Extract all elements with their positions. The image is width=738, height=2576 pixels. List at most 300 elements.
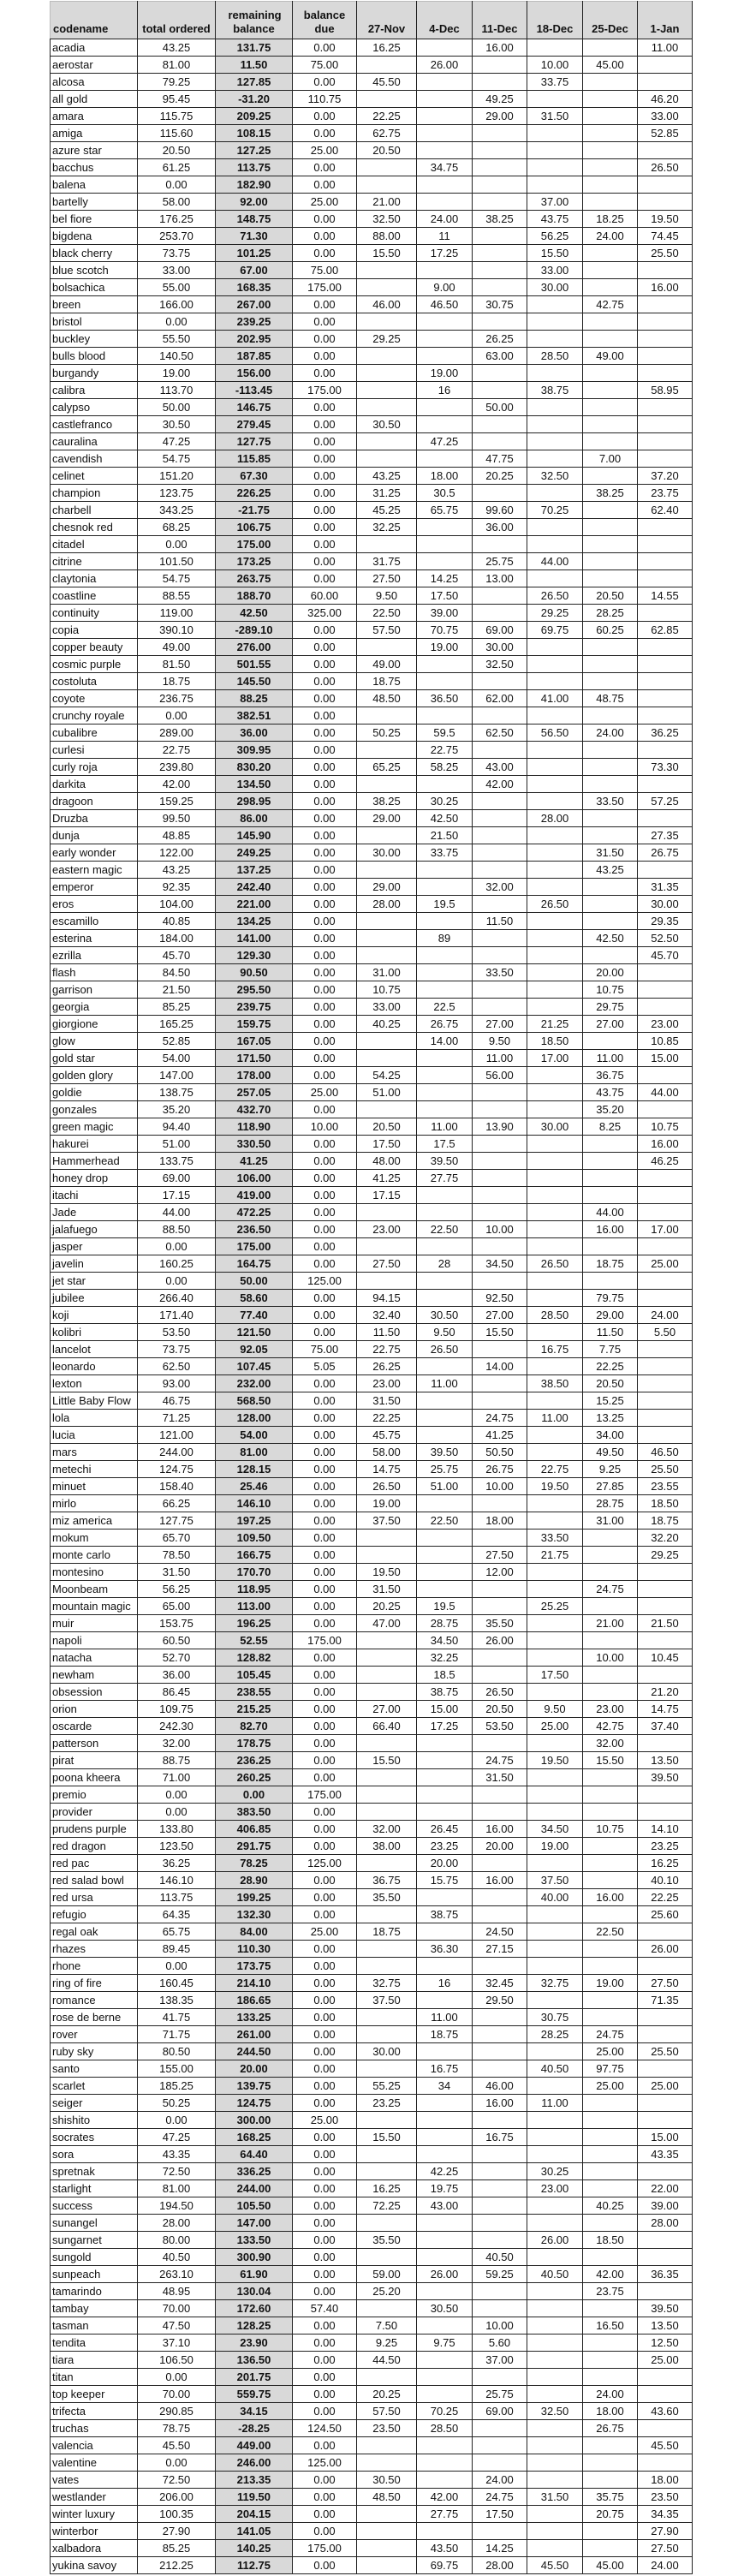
cell-total-ordered[interactable]: 45.70: [138, 947, 216, 964]
cell-27-nov[interactable]: 21.00: [357, 194, 417, 211]
cell-18-dec[interactable]: [527, 331, 583, 348]
cell-balance-due[interactable]: 110.75: [293, 91, 357, 108]
cell-1-jan[interactable]: 11.00: [638, 39, 693, 57]
cell-1-jan[interactable]: 46.25: [638, 1153, 693, 1170]
cell-27-nov[interactable]: 22.25: [357, 108, 417, 125]
cell-1-jan[interactable]: [638, 348, 693, 365]
cell-total-ordered[interactable]: 113.70: [138, 382, 216, 399]
cell-codename[interactable]: santo: [51, 2060, 138, 2078]
cell-balance-due[interactable]: 0.00: [293, 2009, 357, 2026]
cell-codename[interactable]: red dragon: [51, 1838, 138, 1855]
cell-balance-due[interactable]: 75.00: [293, 1341, 357, 1358]
cell-11-dec[interactable]: 42.00: [473, 776, 527, 793]
cell-11-dec[interactable]: 26.00: [473, 1632, 527, 1649]
cell-11-dec[interactable]: [473, 930, 527, 947]
cell-27-nov[interactable]: 59.00: [357, 2266, 417, 2283]
cell-4-dec[interactable]: [417, 1427, 473, 1444]
cell-27-nov[interactable]: 22.75: [357, 1341, 417, 1358]
cell-codename[interactable]: green magic: [51, 1118, 138, 1136]
cell-11-dec[interactable]: [473, 673, 527, 690]
cell-25-dec[interactable]: 18.75: [583, 1255, 638, 1273]
cell-4-dec[interactable]: 34.75: [417, 159, 473, 176]
cell-total-ordered[interactable]: 56.25: [138, 1581, 216, 1598]
cell-25-dec[interactable]: [583, 1855, 638, 1872]
cell-25-dec[interactable]: 18.50: [583, 2232, 638, 2249]
cell-25-dec[interactable]: 35.75: [583, 2489, 638, 2506]
cell-balance-due[interactable]: 0.00: [293, 1906, 357, 1923]
cell-25-dec[interactable]: [583, 570, 638, 587]
cell-25-dec[interactable]: 20.00: [583, 964, 638, 981]
header-18-dec[interactable]: 18-Dec: [527, 2, 583, 39]
cell-balance-due[interactable]: 0.00: [293, 2523, 357, 2540]
cell-total-ordered[interactable]: 155.00: [138, 2060, 216, 2078]
cell-remaining-balance[interactable]: 134.25: [216, 913, 293, 930]
cell-18-dec[interactable]: 18.50: [527, 1033, 583, 1050]
cell-4-dec[interactable]: 59.5: [417, 724, 473, 742]
header-codename[interactable]: codename: [51, 2, 138, 39]
cell-4-dec[interactable]: [417, 91, 473, 108]
cell-27-nov[interactable]: [357, 1855, 417, 1872]
cell-18-dec[interactable]: [527, 1358, 583, 1375]
cell-11-dec[interactable]: [473, 1392, 527, 1410]
cell-balance-due[interactable]: 25.00: [293, 1084, 357, 1101]
cell-codename[interactable]: yukina savoy: [51, 2557, 138, 2574]
cell-1-jan[interactable]: [638, 673, 693, 690]
cell-total-ordered[interactable]: 147.00: [138, 1067, 216, 1084]
cell-11-dec[interactable]: 35.50: [473, 1615, 527, 1632]
cell-25-dec[interactable]: [583, 1136, 638, 1153]
cell-codename[interactable]: truchas: [51, 2420, 138, 2437]
cell-27-nov[interactable]: 7.50: [357, 2317, 417, 2334]
cell-codename[interactable]: lola: [51, 1410, 138, 1427]
cell-balance-due[interactable]: 0.00: [293, 1495, 357, 1512]
cell-balance-due[interactable]: 0.00: [293, 1684, 357, 1701]
cell-codename[interactable]: dragoon: [51, 793, 138, 810]
cell-11-dec[interactable]: 69.00: [473, 622, 527, 639]
cell-balance-due[interactable]: 0.00: [293, 399, 357, 416]
cell-25-dec[interactable]: 49.50: [583, 1444, 638, 1461]
cell-27-nov[interactable]: 31.25: [357, 485, 417, 502]
cell-11-dec[interactable]: 16.00: [473, 1872, 527, 1889]
cell-27-nov[interactable]: 17.15: [357, 1187, 417, 1204]
cell-remaining-balance[interactable]: 178.00: [216, 1067, 293, 1084]
cell-11-dec[interactable]: [473, 1598, 527, 1615]
cell-18-dec[interactable]: [527, 1564, 583, 1581]
cell-remaining-balance[interactable]: 239.25: [216, 313, 293, 331]
cell-4-dec[interactable]: 23.25: [417, 1838, 473, 1855]
cell-1-jan[interactable]: 32.20: [638, 1530, 693, 1547]
cell-balance-due[interactable]: 0.00: [293, 365, 357, 382]
cell-11-dec[interactable]: 24.00: [473, 2472, 527, 2489]
cell-balance-due[interactable]: 0.00: [293, 862, 357, 879]
cell-27-nov[interactable]: 48.50: [357, 2489, 417, 2506]
cell-27-nov[interactable]: [357, 862, 417, 879]
cell-11-dec[interactable]: [473, 862, 527, 879]
cell-11-dec[interactable]: 14.00: [473, 1358, 527, 1375]
cell-1-jan[interactable]: [638, 810, 693, 827]
cell-1-jan[interactable]: [638, 142, 693, 159]
cell-total-ordered[interactable]: 79.25: [138, 74, 216, 91]
cell-remaining-balance[interactable]: 113.75: [216, 159, 293, 176]
cell-codename[interactable]: mountain magic: [51, 1598, 138, 1615]
cell-25-dec[interactable]: [583, 313, 638, 331]
cell-remaining-balance[interactable]: 196.25: [216, 1615, 293, 1632]
cell-18-dec[interactable]: 17.00: [527, 1050, 583, 1067]
cell-18-dec[interactable]: [527, 759, 583, 776]
cell-25-dec[interactable]: [583, 2112, 638, 2129]
cell-18-dec[interactable]: [527, 1941, 583, 1958]
cell-27-nov[interactable]: 19.00: [357, 1495, 417, 1512]
cell-remaining-balance[interactable]: 383.50: [216, 1804, 293, 1821]
cell-11-dec[interactable]: [473, 1153, 527, 1170]
cell-11-dec[interactable]: 30.75: [473, 296, 527, 313]
cell-total-ordered[interactable]: 206.00: [138, 2489, 216, 2506]
cell-codename[interactable]: Jade: [51, 1204, 138, 1221]
cell-4-dec[interactable]: [417, 348, 473, 365]
cell-remaining-balance[interactable]: 67.30: [216, 468, 293, 485]
cell-remaining-balance[interactable]: 226.25: [216, 485, 293, 502]
cell-1-jan[interactable]: 62.85: [638, 622, 693, 639]
cell-remaining-balance[interactable]: 173.25: [216, 553, 293, 570]
cell-remaining-balance[interactable]: 86.00: [216, 810, 293, 827]
cell-11-dec[interactable]: 47.75: [473, 450, 527, 468]
cell-18-dec[interactable]: 45.50: [527, 2557, 583, 2574]
cell-18-dec[interactable]: [527, 1170, 583, 1187]
cell-balance-due[interactable]: 75.00: [293, 262, 357, 279]
cell-4-dec[interactable]: [417, 2283, 473, 2300]
cell-balance-due[interactable]: 25.00: [293, 1923, 357, 1941]
cell-total-ordered[interactable]: 133.80: [138, 1821, 216, 1838]
cell-25-dec[interactable]: [583, 1033, 638, 1050]
cell-balance-due[interactable]: 0.00: [293, 2146, 357, 2163]
cell-18-dec[interactable]: [527, 999, 583, 1016]
cell-remaining-balance[interactable]: 257.05: [216, 1084, 293, 1101]
cell-25-dec[interactable]: [583, 2334, 638, 2352]
cell-balance-due[interactable]: 0.00: [293, 999, 357, 1016]
cell-total-ordered[interactable]: 18.75: [138, 673, 216, 690]
cell-4-dec[interactable]: [417, 656, 473, 673]
cell-4-dec[interactable]: [417, 1786, 473, 1804]
cell-11-dec[interactable]: [473, 1495, 527, 1512]
cell-1-jan[interactable]: 18.50: [638, 1495, 693, 1512]
cell-11-dec[interactable]: [473, 1136, 527, 1153]
cell-balance-due[interactable]: 0.00: [293, 947, 357, 964]
cell-total-ordered[interactable]: 0.00: [138, 1238, 216, 1255]
cell-balance-due[interactable]: 0.00: [293, 2163, 357, 2180]
cell-18-dec[interactable]: [527, 519, 583, 536]
cell-remaining-balance[interactable]: 221.00: [216, 896, 293, 913]
cell-18-dec[interactable]: [527, 2506, 583, 2523]
cell-codename[interactable]: muir: [51, 1615, 138, 1632]
cell-1-jan[interactable]: 10.85: [638, 1033, 693, 1050]
cell-25-dec[interactable]: 33.50: [583, 793, 638, 810]
cell-11-dec[interactable]: 27.15: [473, 1941, 527, 1958]
cell-1-jan[interactable]: [638, 2112, 693, 2129]
cell-27-nov[interactable]: 17.50: [357, 1136, 417, 1153]
cell-27-nov[interactable]: 20.25: [357, 2386, 417, 2403]
cell-1-jan[interactable]: [638, 262, 693, 279]
cell-total-ordered[interactable]: 73.75: [138, 245, 216, 262]
cell-1-jan[interactable]: 39.50: [638, 1769, 693, 1786]
cell-11-dec[interactable]: [473, 228, 527, 245]
cell-total-ordered[interactable]: 138.35: [138, 1992, 216, 2009]
cell-total-ordered[interactable]: 266.40: [138, 1290, 216, 1307]
cell-25-dec[interactable]: 42.75: [583, 1718, 638, 1735]
cell-4-dec[interactable]: [417, 1581, 473, 1598]
cell-27-nov[interactable]: [357, 913, 417, 930]
cell-18-dec[interactable]: [527, 142, 583, 159]
cell-codename[interactable]: sunangel: [51, 2215, 138, 2232]
cell-1-jan[interactable]: 27.50: [638, 2540, 693, 2557]
cell-remaining-balance[interactable]: 42.50: [216, 605, 293, 622]
cell-remaining-balance[interactable]: 128.82: [216, 1649, 293, 1667]
cell-11-dec[interactable]: [473, 2437, 527, 2454]
cell-4-dec[interactable]: 32.25: [417, 1649, 473, 1667]
cell-remaining-balance[interactable]: 130.04: [216, 2283, 293, 2300]
cell-18-dec[interactable]: [527, 433, 583, 450]
cell-4-dec[interactable]: [417, 1735, 473, 1752]
cell-11-dec[interactable]: [473, 810, 527, 827]
cell-27-nov[interactable]: 58.00: [357, 1444, 417, 1461]
cell-remaining-balance[interactable]: 101.25: [216, 245, 293, 262]
cell-codename[interactable]: cubalibre: [51, 724, 138, 742]
cell-18-dec[interactable]: [527, 91, 583, 108]
cell-remaining-balance[interactable]: 64.40: [216, 2146, 293, 2163]
cell-codename[interactable]: alcosa: [51, 74, 138, 91]
cell-1-jan[interactable]: 74.45: [638, 228, 693, 245]
cell-18-dec[interactable]: [527, 1684, 583, 1701]
cell-codename[interactable]: gold star: [51, 1050, 138, 1067]
cell-18-dec[interactable]: [527, 159, 583, 176]
cell-codename[interactable]: ring of fire: [51, 1975, 138, 1992]
cell-codename[interactable]: bristol: [51, 313, 138, 331]
cell-27-nov[interactable]: [357, 2369, 417, 2386]
cell-1-jan[interactable]: 15.00: [638, 1050, 693, 1067]
cell-18-dec[interactable]: 30.00: [527, 279, 583, 296]
cell-27-nov[interactable]: 16.25: [357, 2180, 417, 2197]
cell-codename[interactable]: red pac: [51, 1855, 138, 1872]
cell-4-dec[interactable]: [417, 1050, 473, 1067]
cell-11-dec[interactable]: [473, 365, 527, 382]
cell-18-dec[interactable]: 25.25: [527, 1598, 583, 1615]
cell-1-jan[interactable]: 19.50: [638, 211, 693, 228]
cell-25-dec[interactable]: [583, 1530, 638, 1547]
cell-remaining-balance[interactable]: 830.20: [216, 759, 293, 776]
cell-codename[interactable]: valencia: [51, 2437, 138, 2454]
cell-11-dec[interactable]: [473, 896, 527, 913]
cell-remaining-balance[interactable]: 11.50: [216, 57, 293, 74]
cell-27-nov[interactable]: [357, 1632, 417, 1649]
cell-11-dec[interactable]: 32.00: [473, 879, 527, 896]
cell-18-dec[interactable]: 21.75: [527, 1547, 583, 1564]
cell-total-ordered[interactable]: 85.25: [138, 999, 216, 1016]
cell-4-dec[interactable]: 18.00: [417, 468, 473, 485]
cell-18-dec[interactable]: [527, 1923, 583, 1941]
cell-4-dec[interactable]: 9.50: [417, 1324, 473, 1341]
cell-18-dec[interactable]: 32.50: [527, 468, 583, 485]
cell-11-dec[interactable]: [473, 1855, 527, 1872]
cell-18-dec[interactable]: 28.00: [527, 810, 583, 827]
cell-11-dec[interactable]: 10.00: [473, 2317, 527, 2334]
cell-remaining-balance[interactable]: 129.30: [216, 947, 293, 964]
cell-1-jan[interactable]: [638, 1581, 693, 1598]
cell-balance-due[interactable]: 0.00: [293, 74, 357, 91]
cell-25-dec[interactable]: 44.00: [583, 1204, 638, 1221]
cell-codename[interactable]: goldie: [51, 1084, 138, 1101]
cell-25-dec[interactable]: 43.75: [583, 1084, 638, 1101]
cell-remaining-balance[interactable]: -21.75: [216, 502, 293, 519]
cell-codename[interactable]: copper beauty: [51, 639, 138, 656]
cell-total-ordered[interactable]: 52.85: [138, 1033, 216, 1050]
cell-total-ordered[interactable]: 242.30: [138, 1718, 216, 1735]
cell-codename[interactable]: mokum: [51, 1530, 138, 1547]
cell-27-nov[interactable]: 11.50: [357, 1324, 417, 1341]
cell-18-dec[interactable]: [527, 2112, 583, 2129]
cell-remaining-balance[interactable]: 36.00: [216, 724, 293, 742]
cell-1-jan[interactable]: 25.00: [638, 2352, 693, 2369]
cell-remaining-balance[interactable]: 298.95: [216, 793, 293, 810]
cell-remaining-balance[interactable]: 90.50: [216, 964, 293, 981]
cell-11-dec[interactable]: 40.50: [473, 2249, 527, 2266]
cell-11-dec[interactable]: 13.90: [473, 1118, 527, 1136]
cell-1-jan[interactable]: 23.00: [638, 1016, 693, 1033]
cell-1-jan[interactable]: [638, 964, 693, 981]
cell-25-dec[interactable]: [583, 142, 638, 159]
cell-1-jan[interactable]: 43.60: [638, 2403, 693, 2420]
cell-codename[interactable]: copia: [51, 622, 138, 639]
cell-25-dec[interactable]: 42.50: [583, 930, 638, 947]
cell-25-dec[interactable]: 8.25: [583, 1118, 638, 1136]
cell-11-dec[interactable]: [473, 416, 527, 433]
cell-balance-due[interactable]: 0.00: [293, 331, 357, 348]
cell-codename[interactable]: trifecta: [51, 2403, 138, 2420]
cell-18-dec[interactable]: 30.75: [527, 2009, 583, 2026]
cell-total-ordered[interactable]: 70.00: [138, 2300, 216, 2317]
cell-4-dec[interactable]: 18.5: [417, 1667, 473, 1684]
cell-11-dec[interactable]: [473, 981, 527, 999]
cell-balance-due[interactable]: 0.00: [293, 296, 357, 313]
cell-1-jan[interactable]: [638, 2420, 693, 2437]
cell-18-dec[interactable]: 40.00: [527, 1889, 583, 1906]
cell-total-ordered[interactable]: 80.50: [138, 2043, 216, 2060]
cell-remaining-balance[interactable]: 166.75: [216, 1547, 293, 1564]
cell-4-dec[interactable]: 22.75: [417, 742, 473, 759]
cell-remaining-balance[interactable]: 279.45: [216, 416, 293, 433]
cell-codename[interactable]: amiga: [51, 125, 138, 142]
cell-11-dec[interactable]: 69.00: [473, 2403, 527, 2420]
cell-18-dec[interactable]: [527, 1153, 583, 1170]
cell-balance-due[interactable]: 25.00: [293, 194, 357, 211]
cell-27-nov[interactable]: 31.75: [357, 553, 417, 570]
cell-1-jan[interactable]: 22.25: [638, 1889, 693, 1906]
cell-codename[interactable]: Hammerhead: [51, 1153, 138, 1170]
cell-total-ordered[interactable]: 65.75: [138, 1923, 216, 1941]
cell-balance-due[interactable]: 0.00: [293, 2557, 357, 2574]
cell-remaining-balance[interactable]: 249.25: [216, 844, 293, 862]
cell-remaining-balance[interactable]: 242.40: [216, 879, 293, 896]
cell-1-jan[interactable]: [638, 74, 693, 91]
cell-25-dec[interactable]: 38.25: [583, 485, 638, 502]
header-4-dec[interactable]: 4-Dec: [417, 2, 473, 39]
cell-11-dec[interactable]: [473, 2454, 527, 2472]
cell-codename[interactable]: buckley: [51, 331, 138, 348]
cell-balance-due[interactable]: 0.00: [293, 1221, 357, 1238]
cell-codename[interactable]: ruby sky: [51, 2043, 138, 2060]
cell-codename[interactable]: tiara: [51, 2352, 138, 2369]
cell-balance-due[interactable]: 0.00: [293, 553, 357, 570]
cell-codename[interactable]: giorgione: [51, 1016, 138, 1033]
cell-1-jan[interactable]: [638, 57, 693, 74]
cell-11-dec[interactable]: [473, 262, 527, 279]
cell-25-dec[interactable]: 7.75: [583, 1341, 638, 1358]
cell-remaining-balance[interactable]: 139.75: [216, 2078, 293, 2095]
cell-total-ordered[interactable]: 0.00: [138, 1804, 216, 1821]
cell-11-dec[interactable]: [473, 57, 527, 74]
cell-balance-due[interactable]: 175.00: [293, 1786, 357, 1804]
cell-11-dec[interactable]: [473, 382, 527, 399]
cell-25-dec[interactable]: [583, 1667, 638, 1684]
cell-balance-due[interactable]: 0.00: [293, 1478, 357, 1495]
cell-11-dec[interactable]: 50.50: [473, 1444, 527, 1461]
cell-25-dec[interactable]: [583, 1906, 638, 1923]
cell-balance-due[interactable]: 175.00: [293, 279, 357, 296]
cell-remaining-balance[interactable]: 168.25: [216, 2129, 293, 2146]
cell-25-dec[interactable]: 31.00: [583, 1512, 638, 1530]
cell-remaining-balance[interactable]: 127.85: [216, 74, 293, 91]
cell-18-dec[interactable]: [527, 639, 583, 656]
cell-remaining-balance[interactable]: 109.50: [216, 1530, 293, 1547]
cell-codename[interactable]: itachi: [51, 1187, 138, 1204]
cell-27-nov[interactable]: 47.00: [357, 1615, 417, 1632]
cell-balance-due[interactable]: 0.00: [293, 707, 357, 724]
cell-total-ordered[interactable]: 146.10: [138, 1872, 216, 1889]
cell-4-dec[interactable]: [417, 1392, 473, 1410]
cell-balance-due[interactable]: 0.00: [293, 1410, 357, 1427]
cell-codename[interactable]: winterbor: [51, 2523, 138, 2540]
cell-1-jan[interactable]: [638, 1273, 693, 1290]
cell-remaining-balance[interactable]: 167.05: [216, 1033, 293, 1050]
cell-11-dec[interactable]: 37.00: [473, 2352, 527, 2369]
cell-25-dec[interactable]: [583, 2472, 638, 2489]
cell-codename[interactable]: leonardo: [51, 1358, 138, 1375]
cell-11-dec[interactable]: [473, 1581, 527, 1598]
cell-18-dec[interactable]: [527, 296, 583, 313]
cell-1-jan[interactable]: [638, 1101, 693, 1118]
cell-11-dec[interactable]: [473, 793, 527, 810]
cell-11-dec[interactable]: 29.00: [473, 108, 527, 125]
cell-1-jan[interactable]: [638, 862, 693, 879]
cell-1-jan[interactable]: 36.25: [638, 724, 693, 742]
cell-balance-due[interactable]: 0.00: [293, 211, 357, 228]
cell-11-dec[interactable]: 92.50: [473, 1290, 527, 1307]
cell-balance-due[interactable]: 0.00: [293, 1701, 357, 1718]
cell-25-dec[interactable]: 28.25: [583, 605, 638, 622]
cell-25-dec[interactable]: 40.25: [583, 2197, 638, 2215]
cell-codename[interactable]: breen: [51, 296, 138, 313]
cell-27-nov[interactable]: 31.50: [357, 1392, 417, 1410]
cell-remaining-balance[interactable]: 330.50: [216, 1136, 293, 1153]
cell-1-jan[interactable]: [638, 999, 693, 1016]
cell-25-dec[interactable]: [583, 2095, 638, 2112]
cell-remaining-balance[interactable]: 246.00: [216, 2454, 293, 2472]
cell-18-dec[interactable]: 26.50: [527, 896, 583, 913]
cell-25-dec[interactable]: 35.20: [583, 1101, 638, 1118]
cell-balance-due[interactable]: 0.00: [293, 896, 357, 913]
cell-remaining-balance[interactable]: 188.70: [216, 587, 293, 605]
cell-remaining-balance[interactable]: 178.75: [216, 1735, 293, 1752]
cell-balance-due[interactable]: 0.00: [293, 879, 357, 896]
cell-25-dec[interactable]: [583, 2146, 638, 2163]
